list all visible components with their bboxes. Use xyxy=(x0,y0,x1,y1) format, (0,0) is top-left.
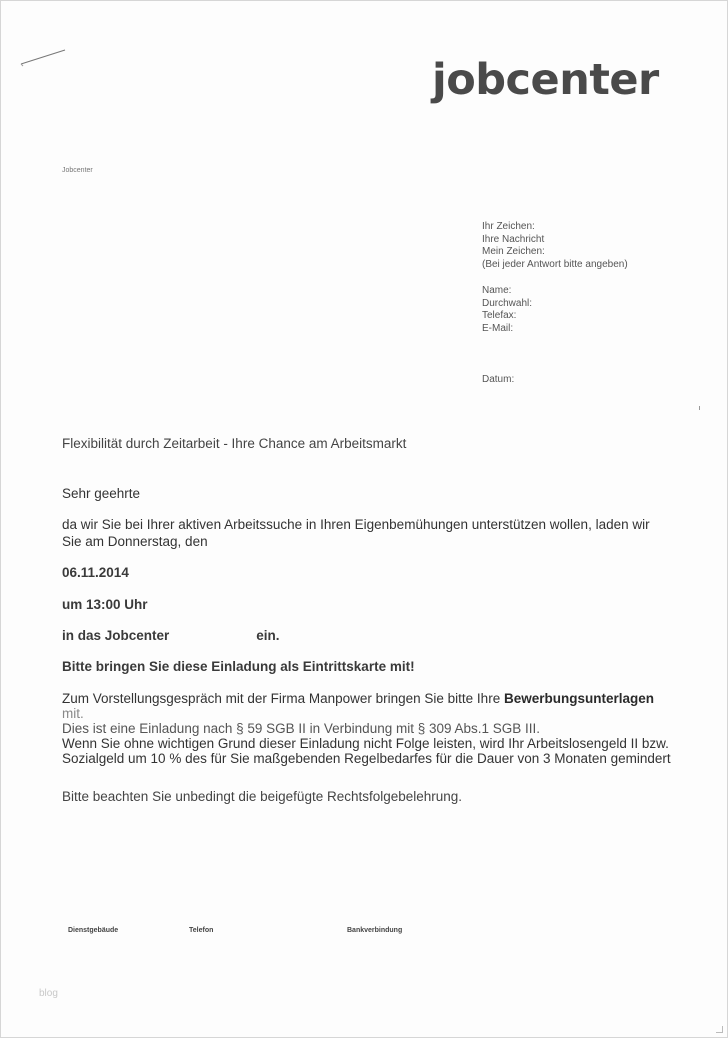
para-line-3: Dies ist eine Einladung nach § 59 SGB II in Verbindung mit § 309 Abs.1 SGB III. xyxy=(62,721,541,736)
contact-fax: Telefax: xyxy=(482,310,517,321)
ref-your-sign: Ihr Zeichen: xyxy=(482,221,535,232)
intro-line-1: da wir Sie bei Ihrer aktiven Arbeitssuche in Ihren Eigenbemühungen unterstützen wollen, laden wir xyxy=(62,517,650,532)
reference-block xyxy=(482,221,628,271)
appointment-time: um 13:00 Uhr xyxy=(62,597,148,612)
letter-subject: Flexibilität durch Zeitarbeit - Ihre Chance am Arbeitsmarkt xyxy=(62,436,407,451)
para-line-4: Wenn Sie ohne wichtigen Grund dieser Einladung nicht Folge leisten, wird Ihr Arbeitslosengeld II bzw. xyxy=(62,736,669,751)
para-line-5: Sozialgeld um 10 % des für Sie maßgebenden Regelbedarfes für die Dauer von 3 Monaten gemindert xyxy=(62,751,671,766)
footer-building: Dienstgebäude xyxy=(68,927,119,934)
contact-email: E-Mail: xyxy=(482,322,514,334)
pen-stroke-mark xyxy=(19,48,69,68)
ref-my-sign: Mein Zeichen: xyxy=(482,246,545,257)
fold-mark xyxy=(699,406,703,410)
para-line-1 xyxy=(62,691,671,706)
place-suffix: ein. xyxy=(256,628,280,643)
intro-line-2: Sie am Donnerstag, den xyxy=(62,534,208,549)
jobcenter-logo: jobcenter xyxy=(432,55,659,105)
bring-invitation-notice: Bitte bringen Sie diese Einladung als Eintrittskarte mit! xyxy=(62,659,415,674)
watermark: blog xyxy=(39,988,58,999)
ref-your-message: Ihre Nachricht xyxy=(482,233,545,245)
page-corner-mark xyxy=(716,1026,723,1033)
salutation: Sehr geehrte xyxy=(62,486,141,501)
sender-line: Jobcenter xyxy=(62,167,93,174)
interview-paragraph xyxy=(62,691,671,766)
para-line-2: mit. xyxy=(62,706,84,721)
footer-bank: Bankverbindung xyxy=(347,927,403,934)
intro-paragraph xyxy=(62,516,650,550)
contact-name: Name: xyxy=(482,285,512,296)
contact-block xyxy=(482,285,532,335)
ref-hint: (Bei jeder Antwort bitte angeben) xyxy=(482,258,628,270)
date-block xyxy=(482,374,514,387)
legal-notice: Bitte beachten Sie unbedingt die beigefügte Rechtsfolgebelehrung. xyxy=(62,789,463,804)
para-line-1-text: Zum Vorstellungsgespräch mit der Firma Manpower bringen Sie bitte Ihre xyxy=(62,691,504,706)
place-prefix: in das Jobcenter xyxy=(62,628,170,643)
appointment-place xyxy=(62,627,280,644)
date-label: Datum: xyxy=(482,374,515,385)
application-documents: Bewerbungsunterlagen xyxy=(503,691,654,706)
footer-phone: Telefon xyxy=(189,927,214,934)
appointment-date: 06.11.2014 xyxy=(62,565,129,580)
contact-extension: Durchwahl: xyxy=(482,297,533,309)
